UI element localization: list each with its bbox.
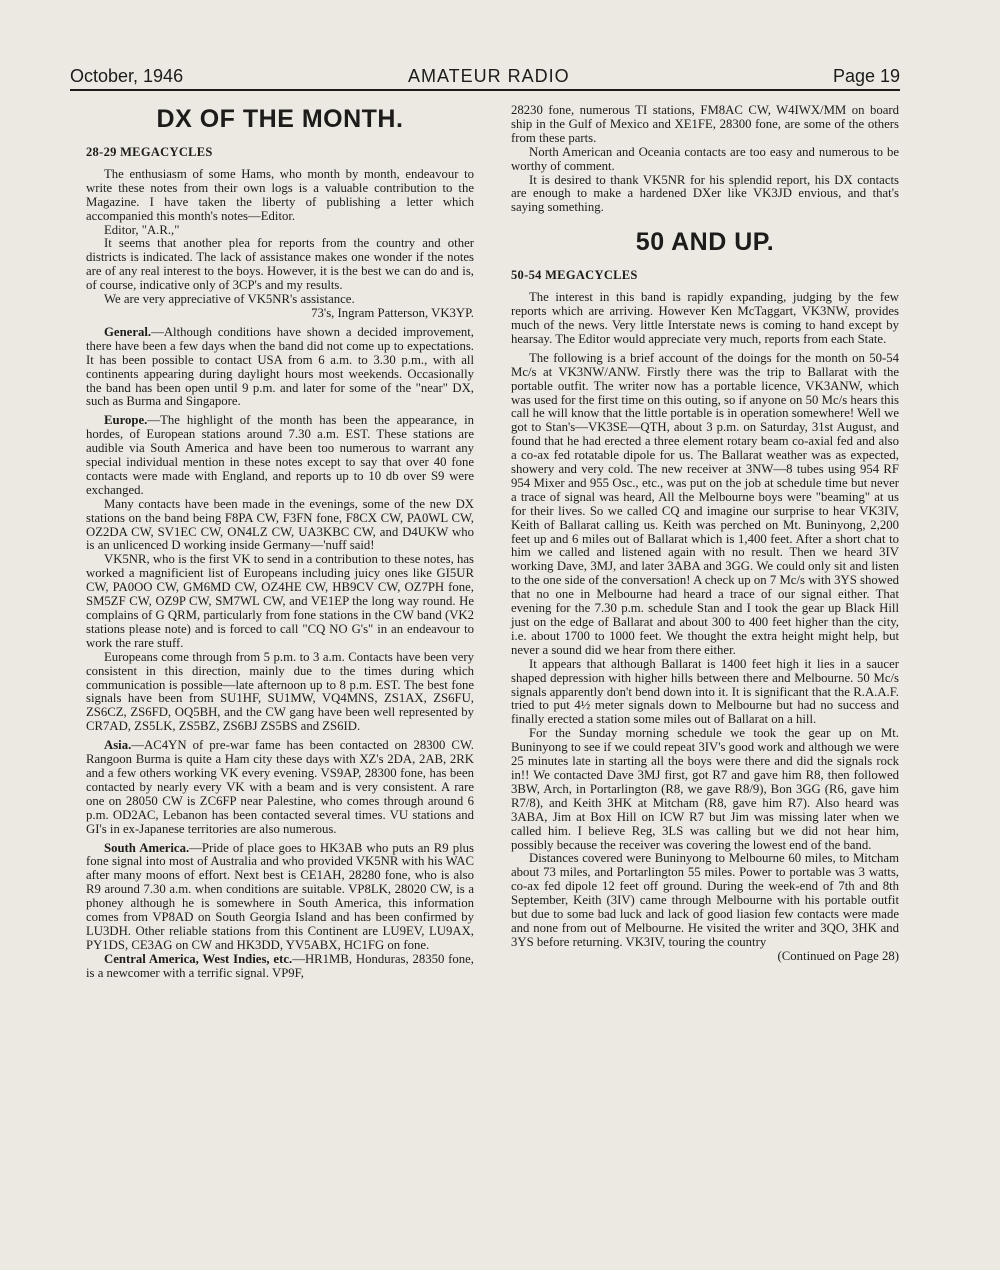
paragraph-text: —Pride of place goes to HK3AB who puts an R9 plus fone signal into most of Australia and who provided VK5NR with his WAC after many moons of effort. Next best is CE1AH, 28280 fone, who is also R9 around 7.30 a.m. when conditions are suitable. VP8LK, 28020 CW, is a phoney although he is somewhere in South America, this information comes from VP8AD on South Georgia Island and has been confirmed by LU3DH. Other reliable stations from this Continent are LU9EV, LU9AX, PY1DS, CE3AG on CW and HK3DD, YV5ABX, HC1FG on fone. (86, 840, 474, 952)
paragraph-text: —HR1MB, Honduras, 28350 fone, is a newcomer with a terrific signal. VP9F, (86, 951, 474, 980)
paragraph: It appears that although Ballarat is 1400 feet high it lies in a saucer shaped depression with higher hills between there and Melbourne. 50 Mc/s signals apparently don't bend down into it. It is significant that the R.A.A.F. tried to put 4½ meter signals down to Melbourne but had no success and finally erected a station some miles out of Ballarat on a hill. (511, 656, 899, 727)
running-head (70, 64, 900, 90)
paragraph-south-america (86, 842, 474, 953)
run-in-heading: Central America, West Indies, etc. (104, 951, 293, 966)
paragraph: North American and Oceania contacts are too easy and numerous to be worthy of comment. (511, 144, 899, 173)
paragraph: For the Sunday morning schedule we took the gear up on Mt. Buninyong to see if we could repeat 3IV's good work and although we were 25 minutes late in starting all the boys were there and did the signals rock in!! We contacted Dave 3MJ first, got R7 and gave him R8, then followed 3BW, Arch, in Portarlington (R8, we gave R8/9), Bon 3GG (R6, gave him R7/8), and Keith 3HK at Mitcham (R8, gave him R7). Also heard was 3ABA, Jim at Box Hill on ICW R7 but Jim was missing later when we called him. I believe Reg, 3LS was calling but we did not hear him, possibly because the receiver was covering the lowest end of the band. (511, 726, 899, 852)
header-rule (70, 89, 900, 91)
article-title-50-and-up: 50 AND UP. (635, 228, 775, 257)
right-column (511, 104, 899, 964)
article-title-dx: DX OF THE MONTH. (156, 105, 404, 133)
issue-date: October, 1946 (70, 66, 184, 86)
paragraph: It seems that another plea for reports from the country and other districts is indicated. The lack of assistance makes one wonder if the notes are of any real interest to the boys. However, it is the best we can do and is, of course, indicative only of 3CP's and my results. (86, 236, 474, 293)
section-heading-28-29: 28-29 MEGACYCLES (86, 145, 213, 159)
paragraph-text: —The highlight of the month has been the appearance, in hordes, of European stations around 7.30 a.m. EST. These stations are audible via South America and have been too numerous to warrant any special individual mention in these notes except to say that over 40 fone contacts were made with England, and reports up to 10 db over S9 were exchanged. (86, 413, 474, 497)
left-column (86, 104, 474, 981)
paragraph: The enthusiasm of some Hams, who month by month, endeavour to write these notes from their own logs is a valuable contribution to the Magazine. I have taken the liberty of publishing a letter which accompanied this month's notes—Editor. (86, 166, 474, 223)
paragraph-central-america (86, 953, 474, 981)
paragraph: The following is a brief account of the doings for the month on 50-54 Mc/s at VK3NW/ANW. Firstly there was the trip to Ballarat with the portable outfit. The writer now has a portable licence, VK3ANW, which was used for the first time on this outing, so if anyone on 50 Mc/s hears this call he will know that the little portable is in operation somewhere! Well we got to Stan's—VK3SE—QTH, about 3 p.m. on Saturday, 31st August, and found that he had erected a three element rotary beam co-axial fed and also a co-ax fed rotatable dipole for us. The Ballarat weather was as expected, showery and very cold. The new receiver at 3NW—8 tubes using 954 RF 954 Mixer and 955 Osc., etc., was put on the job at schedule time but never a trace of signal was heard, All the Melbourne boys were "beaming" at us for their lives. So we called CQ and imagine our surprise to hear VK3IV, Keith of Ballarat calling us. Keith was perched on Mt. Buninyong, 2,200 feet up and 6 miles out of Ballarat which is 1,400 feet. After a short chat to him we called and listened again with no result. Then we heard 3IV working Dave, 3MJ, and later 3ABA and 3GG. We could only sit and listen to the one side of the conversation! A check up on 7 Mc/s with 3YS showed that no one in Melbourne had heard a trace of our signal either. That evening for the 7.30 p.m. schedule Stan and I took the gear up Black Hill just on the edge of Ballarat and about 300 to 400 feet higher than the city, i.e. about 1700 to 1000 feet. We thought the extra height might help, but never a sound did we hear from there either. (511, 350, 899, 657)
signature: 73's, Ingram Patterson, VK3YP. (311, 305, 474, 320)
run-in-heading: South America. (104, 840, 190, 855)
run-in-heading: Europe. (104, 413, 148, 428)
paragraph: It is desired to thank VK5NR for his splendid report, his DX contacts are enough to make a hardened DXer like VK3JD envious, and that's saying something. (511, 172, 899, 215)
paragraph: The interest in this band is rapidly expanding, judging by the few reports which are arriving. However Ken McTaggart, VK3NW, provides much of the news. Very little Interstate news is coming to hand except by hearsay. The Editor would appreciate very much, reports from each State. (511, 290, 899, 346)
paragraph-text: —Although conditions have shown a decided improvement, there have been a few days when the band did not come up to expectations. It has been possible to contact USA from 6 a.m. to 3.30 p.m., with all continents appearing during daylight hours most weekends. Occasionally the band has been open until 9 p.m. and later for some of the "near" DX, such as Burma and Singapore. (86, 324, 474, 409)
paragraph-asia (86, 739, 474, 836)
run-in-heading: Asia. (104, 738, 132, 753)
publication-title: AMATEUR RADIO (408, 66, 570, 86)
paragraph: 28230 fone, numerous TI stations, FM8AC CW, W4IWX/MM on board ship in the Gulf of Mexico and XE1FE, 28300 fone, are some of the others from these parts. (511, 103, 899, 145)
paragraph: VK5NR, who is the first VK to send in a contribution to these notes, has worked a magnificient list of Europeans including juicy ones like GI5UR CW, PA0OO CW, GM6MD CW, OZ4HE CW, HB9CV CW, OZ7PH fone, SM5ZF CW, OZ9P CW, SM7WL CW, and VE1EP the long way round. He complains of G QRM, particularly from fone stations in the CW band (VK2 stations please note) and is forced to call "CQ NO G's" in an endeavour to work the rare stuff. (86, 552, 474, 650)
paragraph: Editor, "A.R.," (104, 222, 180, 237)
paragraph-europe (86, 414, 474, 497)
continued-note: (Continued on Page 28) (777, 948, 899, 963)
section-heading-50-54: 50-54 MEGACYCLES (511, 268, 638, 283)
paragraph: Distances covered were Buninyong to Melbourne 60 miles, to Mitcham about 73 miles, and Portarlington 55 miles. Power to portable was 3 watts, co-ax fed dipole 12 feet off ground. During the week-end of 7th and 8th September, Keith (3IV) came through Melbourne with his portable outfit but due to some bad luck and lack of good liasion few contacts were made and none from out of Melbourne. He visited the writer and 3QO, 3HK and 3YS before returning. VK3IV, touring the country (511, 851, 899, 949)
paragraph-general (86, 326, 474, 409)
paragraph-text: —AC4YN of pre-war fame has been contacted on 28300 CW. Rangoon Burma is quite a Ham city these days with XZ's 2DA, 2AB, 2RK and a few others working VK every evening. VS9AP, 28300 fone, has been contacted by nearly every VK with a beam and is very consistent. A rare one on 28050 CW is ZC6FP near Palestine, who comes through around 6 p.m. OD2AC, Lebanon has been contacted several times. VU stations and GI's in ex-Japanese territories are also numerous. (86, 738, 474, 836)
run-in-heading: General. (104, 324, 152, 339)
paragraph: Many contacts have been made in the evenings, some of the new DX stations on the band being F8PA CW, F3FN fone, F8CX CW, PA0WL CW, OZ2DA CW, SV1EC CW, ON4LZ CW, UA3KBC CW, and D4UKW who is an unlicenced D working inside Germany—'nuff said! (86, 496, 474, 553)
page-number: Page 19 (832, 66, 900, 86)
paragraph: We are very appreciative of VK5NR's assistance. (104, 292, 355, 307)
paragraph: Europeans come through from 5 p.m. to 3 a.m. Contacts have been very consistent in this direction, mainly due to the times during which communication is possible—late afternoon up to 8 p.m. EST. The best fone signals have been from SU1HF, SU1MW, VQ4MNS, ZS1AX, ZS6FU, ZS6CZ, ZS6FD, OQ5BH, and the CW gang have been well represented by CR7AD, ZS5LK, ZS5BZ, ZS6BJ ZS5BS and ZS6ID. (86, 649, 474, 734)
